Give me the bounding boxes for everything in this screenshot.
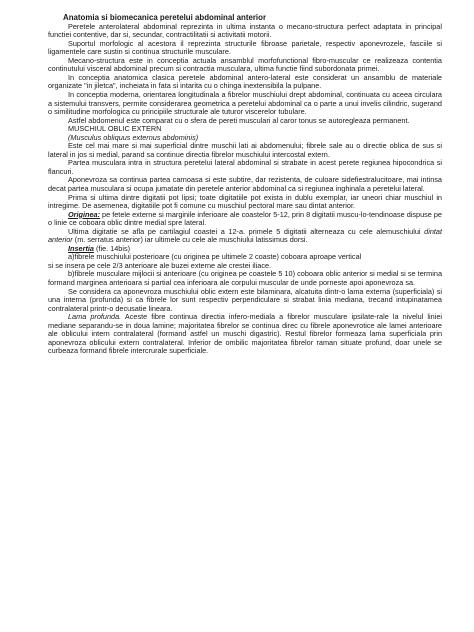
insertion-a: a)fibrele muschiului posterioare (cu originea pe ultimele 2 coaste) coboara aproape vertical [68,252,362,262]
intro-paragraph-5: In conceptia moderna, orientarea longitudinala a fibrelor muschiului drept abdominal, continuata cu aceea circulara a sistemului transvers, permite considerarea geometrica a peretelui abdominal ca o parte a unui invelis cilindric, sugerand o similitudine morfologica cu principiile structurale ale tuturor viscerelor tubulare. [48,89,442,117]
intro-paragraph-1: Peretele anterolateral abdominal reprezinta in ultima instanta o mecano-structura perfect adaptata in principal functiei contentive, dar si, secundar, contractilitatii si activitatii motorii. [48,21,442,40]
muscle-paragraph-3: Aponevroza sa continua partea carnoasa si este subtire, dar rezistenta, de culoare sidefiestralucitoare, mai intinsa decat partea musculara si ocupa jumatate din peretele anterior abdominal ca si regiunea inghinala a peretelui lateral. [48,175,442,193]
intro-paragraph-6: Astfel abdomenul este comparat cu o sfera de pereti musculari al caror tonus se autoregleaza permanent. [68,115,410,125]
insertion-b: b)fibrele musculare mijlocii si anterioare (cu originea pe coastele 5 10) coboara oblic anterior si medial si se termina formand marginea anterioara si partial cea inferioara ale corpului muscular de unde porneste apoi aponevroza sa. [48,269,442,287]
lama-profunda-text: Aceste fibre continua directia infero-mediala a fibrelor musculare ipsilate-rale la nivelul liniei mediane separandu-se in doua lamine; majoritatea fibrelor se continua direc cu fibrele aponevrotice ale lamei anterioare ale oblicului intern contralateral (formand astfel un muschi digastric). Restul fibrelor formeaza lama superficiala prin aponevroza oblicului extern contralateral. Inferior de ombilic majoritatea fibrelor raman situate profund, doar unele se curbeaza formand fibrele intercrurale superficiale. [48,312,442,356]
insertion-label: Insertia [68,243,94,253]
origin-p2-italic: dintat anterior [48,226,442,245]
insertion-figure-ref: (fie. 14bis) [93,243,131,253]
origin-p2-after: (m. serratus anterior) iar ultimele cu cele ale muschiului latissimus dorsi. [72,235,308,245]
origin-paragraph-2 [48,228,442,245]
muscle-paragraph-4: Prima si ultima dintre digitatii pot lipsi; toate digitatiile pot exista in dublu exemplar, iar uneori chiar muschiul in intregime. De asemenea, digitatiile pot fi comune cu muschiul pectoral mare sau dintat anterior. [48,192,442,211]
muscle-paragraph-2: Partea musculara intra in structura peretelui lateral abdominal si strabate in acest perete regiunea hipocondrica si flancuri. [48,158,442,176]
origin-p2-before: Ultima digitatie se afla pe cartilagiul coastei a 12-a. primele 5 digitatii alterneaza cu cele alemuschiului [68,226,425,236]
lama-profunda-label: Lama profunda. [68,312,122,322]
document-title: Anatomia si biomecanica peretelui abdominal anterior [63,13,267,22]
origin-text: pe fetele externe si marginile inferioare ale coastelor 5-12, prin 8 digitatii muscu-lo-tendinoase dispuse pe o linie ce coboara oblic dintre medial spre lateral. [48,209,442,228]
muscle-heading: MUSCHIUL OBLIC EXTERN [68,124,162,134]
muscle-latin-name: (Musculus obliquus externus abdominis) [68,132,199,142]
insertion-a-continued: si se insera pe cele 2/3 anterioare ale buzei externe ale crestei iliace. [48,260,272,270]
origin-paragraph [48,211,442,228]
muscle-paragraph-1: Este cel mai mare si mai superficial dintre muschii lati ai abdomenului; fibrele sale au o directie oblica de sus si lateral in jos si medial, parand sa continue directia fibrelor muschiului intercostal extern. [48,141,442,159]
lama-profunda-paragraph [48,313,442,356]
intro-paragraph-4: In conceptia anatomica clasica peretele abdominal antero-lateral este considerat un ansamblu de materiale organizate "in jiletca", incheiata in fata si intarita cu o chinga inextensibila la pulpane. [48,72,442,91]
intro-paragraph-2: Suportul morfologic al acestora il reprezinta structurile fibroase parietale, respectiv aponevrozele, fasciile si ligamentele care sustin si continua structurile musculare. [48,38,442,57]
intro-paragraph-3: Mecano-structura este in conceptia actuala ansamblul morfofunctional fibro-muscular ce realizeaza contentia continutului visceral abdominal precum si contractia musculara, ultima functie fiind subordonata primei. [48,55,442,74]
insertion-c: Se considera ca aponevroza muschiului oblic extern este bilaminara, alcatuita dintr-o lama externa (superficiala) si una interna (profunda) si ca fibrele lor sunt respectiv perpendiculare si strabat linia mediana, trecand intupinatamea contralateral printr-o decusatie lineara. [48,286,442,313]
origin-label: Originea: [68,209,101,219]
